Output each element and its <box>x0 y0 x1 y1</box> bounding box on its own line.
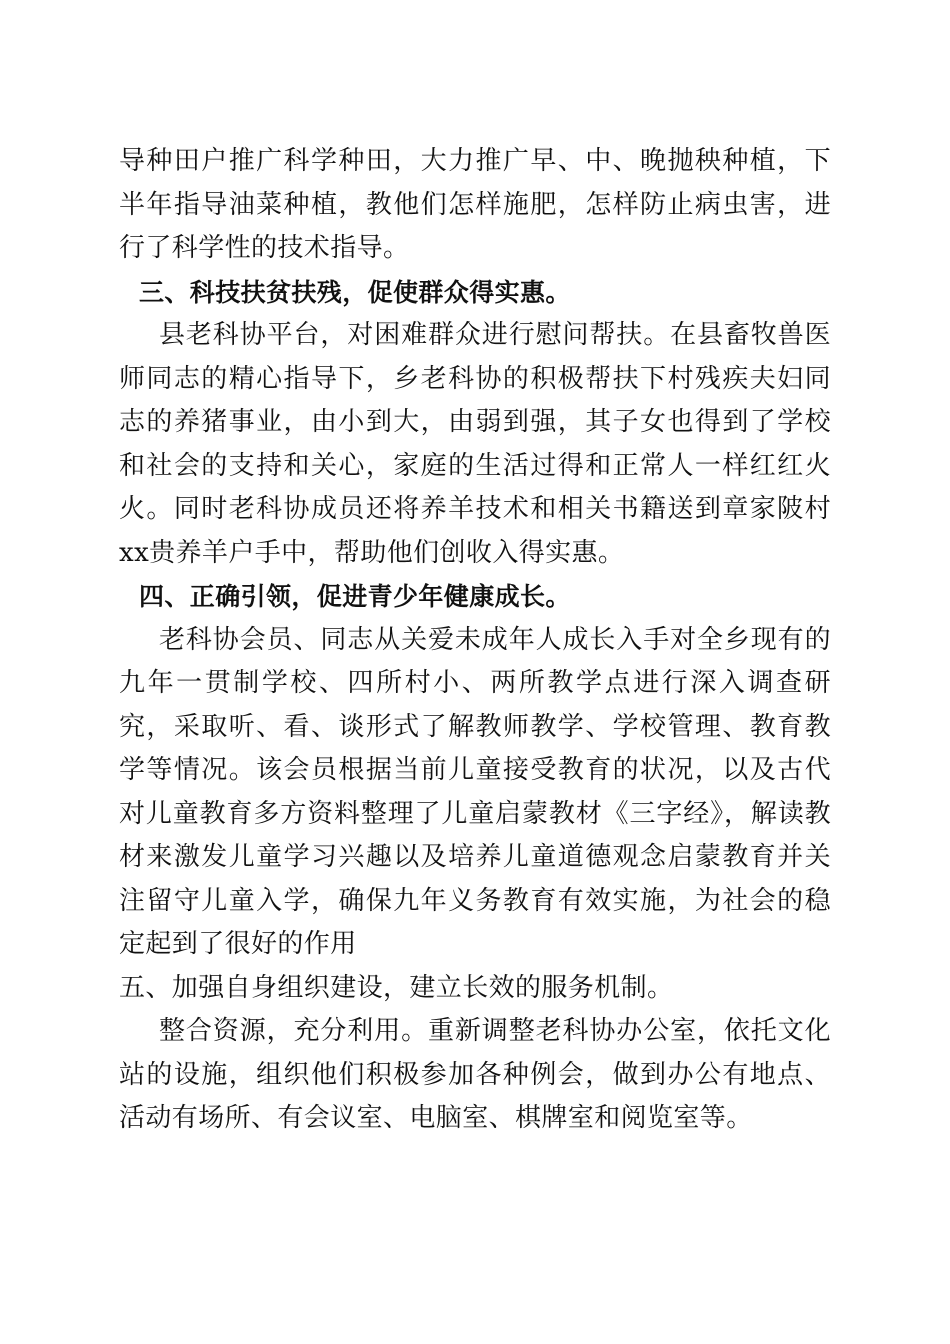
section-heading-3: 三、科技扶贫扶残，促使群众得实惠。 <box>139 277 571 307</box>
section-heading-5: 五、加强自身组织建设，建立长效的服务机制。 <box>119 972 674 1003</box>
document-body <box>119 140 831 1141</box>
paragraph-poverty-aid: 县老科协平台，对困难群众进行慰问帮扶。在县畜牧兽医师同志的精心指导下，乡老科协的积极帮扶下村残疾夫妇同志的养猪事业，由小到大，由弱到强，其子女也得到了学校和社会的支持和关心，家庭的生活过得和正常人一样红红火火。同时老科协成员还将养羊技术和相关书籍送到章家陂村xx贵养羊户手中，帮助他们创收入得实惠。 <box>119 320 831 568</box>
section-heading-4: 四、正确引领，促进青少年健康成长。 <box>139 582 571 611</box>
paragraph-continued: 导种田户推广科学种田，大力推广早、中、晚抛秧种植，下半年指导油菜种植，教他们怎样施肥，怎样防止病虫害，进行了科学性的技术指导。 <box>119 146 831 263</box>
paragraph-youth-guidance: 老科协会员、同志从关爱未成年人成长入手对全乡现有的九年一贯制学校、四所村小、两所教学点进行深入调查研究，采取听、看、谈形式了解教师教学、学校管理、教育教学等情况。该会员根据当前儿童接受教育的状况，以及古代对儿童教育多方资料整理了儿童启蒙教材《三字经》，解读教材来激发儿童学习兴趣以及培养儿童道德观念启蒙教育并关注留守儿童入学，确保九年义务教育有效实施，为社会的稳定起到了很好的作用 <box>119 624 831 959</box>
paragraph-resources: 整合资源，充分利用。重新调整老科协办公室，依托文化站的设施，组织他们积极参加各种例会，做到办公有地点、活动有场所、有会议室、电脑室、棋牌室和阅览室等。 <box>119 1016 831 1133</box>
